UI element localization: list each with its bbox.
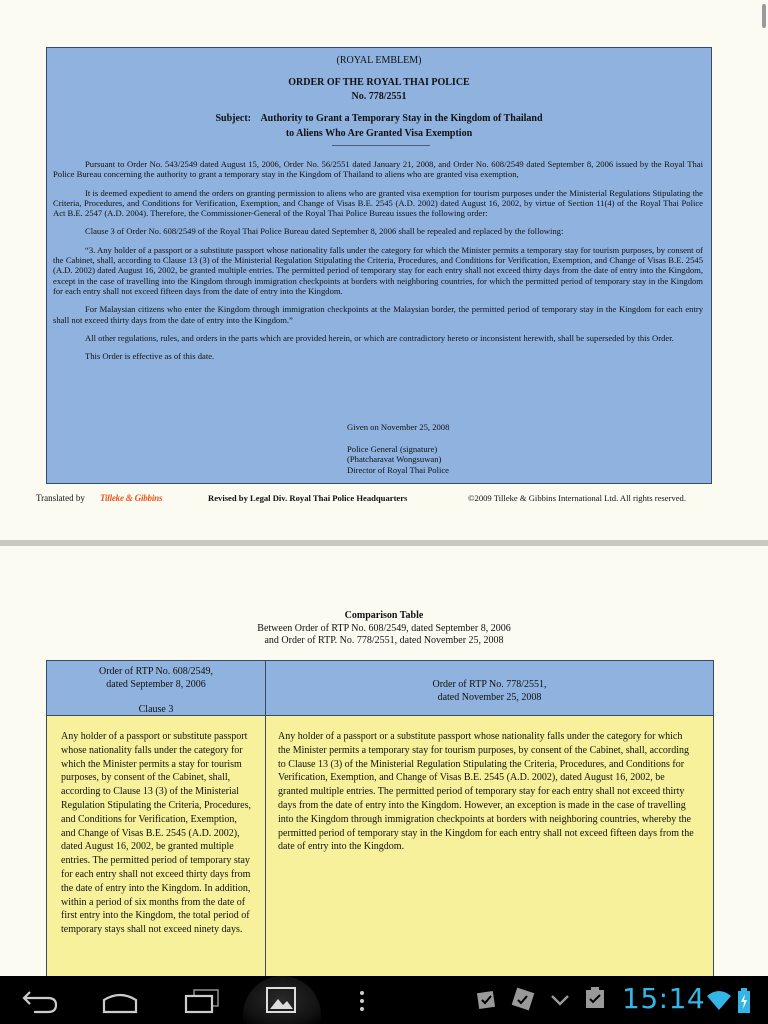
comparison-heading: [0, 610, 768, 648]
table-header-old-order: [47, 661, 266, 716]
royal-emblem-text: (ROYAL EMBLEM): [336, 55, 422, 66]
back-icon: [20, 986, 60, 1016]
document-page-2: [0, 546, 768, 976]
comparison-subtitle-2: and Order of RTP. No. 778/2551, dated November 25, 2008: [264, 635, 504, 646]
clipboard-check-icon: [582, 984, 608, 1014]
order-body: [53, 159, 703, 369]
table-cell-old-text: Any holder of a passport or substitute passport whose nationality falls under the category for which the Minister permits a stay for tourism purposes, by consent of the Cabinet, shall, according to Clause 13 (3) of the Ministerial Regulation Stipulating the Criteria, Procedures, and Conditions for Verification, Exemption, and Change of Visas B.E. 2545 (A.D. 2002), dated August 16, 2002, be granted multiple entries. The permitted period of temporary stay for each entry shall not exceed thirty days from the date of entry into the Kingdom. In addition, within a period of six months from the date of first entry into the Kingdom, the total period of temporary stays shall not exceed ninety days.: [47, 716, 266, 979]
check-badge-icon: [508, 986, 538, 1016]
subject-line2: to Aliens Who Are Granted Visa Exemption: [285, 128, 473, 139]
wifi-icon: [706, 988, 732, 1014]
page-footer: [36, 491, 736, 505]
paragraph: All other regulations, rules, and orders in the parts which are provided herein, or which are contradictory hereto or inconsistent herewith, shall be superseded by this Order.: [85, 332, 674, 343]
task-check-icon: [474, 986, 500, 1016]
system-navigation-bar: [0, 976, 768, 1024]
header-clause: Clause 3: [138, 704, 174, 715]
order-subject: [47, 111, 711, 141]
paragraph: For Malaysian citizens who enter the Kingdom through immigration checkpoints at the Malaysian border, the permitted period of temporary stay in the Kingdom for each entry shall not exceed thirty days from the date of entry into the Kingdom.”: [53, 304, 703, 325]
header-old-line2: dated September 8, 2006: [106, 678, 206, 690]
recent-apps-button[interactable]: [180, 976, 224, 1024]
header-old-line1: Order of RTP No. 608/2549,: [98, 666, 214, 677]
signer-rank: Police General (signature): [347, 443, 438, 454]
order-title: [47, 76, 711, 104]
signature-block: [347, 422, 449, 475]
menu-icon: [352, 988, 372, 1018]
battery-icon: [737, 988, 751, 1014]
given-on: Given on November 25, 2008: [347, 422, 450, 432]
status-clock: 15:14: [622, 982, 706, 1015]
home-icon: [98, 986, 142, 1016]
gallery-icon: [262, 986, 302, 1016]
scrollbar[interactable]: [762, 4, 766, 28]
signer-title: Director of Royal Thai Police: [347, 464, 449, 475]
overflow-menu-button[interactable]: [352, 976, 372, 1024]
home-button[interactable]: [98, 976, 142, 1024]
comparison-title: Comparison Table: [344, 610, 424, 621]
paragraph: “3. Any holder of a passport or a substitute passport whose nationality falls under the category for which the Minister permits a temporary stay for tourism purposes, by consent of the Cabinet, shall, according to Clause 13 (3) of the Ministerial Regulation Stipulating the Criteria, Procedures, and Conditions for Verification, Exemption, and Change of Visas B.E. 2545 (A.D. 2002) dated August 16, 2002, be granted multiple entries. The permitted period of temporary stay for each entry shall not exceed thirty days from the date of entry into the Kingdom, except in the case of travelling into the Kingdom through immigration checkpoints at borders with neighboring countries, for which the permitted period of temporary stay in the Kingdom for each entry shall not exceed fifteen days from the date of entry into the Kingdom.: [53, 244, 703, 296]
comparison-subtitle-1: Between Order of RTP No. 608/2549, dated September 8, 2006: [257, 622, 511, 634]
paragraph: Pursuant to Order No. 543/2549 dated August 15, 2006, Order No. 56/2551 dated January 21, 2008, and Order No. 608/2549 dated September 8, 2006 issued by the Royal Thai Police Bureau concerning the authority to grant a temporary stay in the Kingdom of Thailand to aliens who are granted visa exemption,: [53, 159, 703, 180]
paragraph: This Order is effective as of this date.: [85, 351, 215, 362]
table-cell-new-text: Any holder of a passport or a substitute passport whose nationality falls under the category for which the Minister permits a temporary stay for tourism purposes, by consent of the Cabinet, shall, according to Clause 13 (3) of the Ministerial Regulation Stipulating the Criteria, Procedures, and Conditions for Verification, Exemption, and Change of Visas B.E. 2545 (A.D. 2002), dated August 16, 2002, be granted multiple entries. The permitted period of temporary stay for each entry shall not exceed thirty days from the date of entry into the Kingdom. However, an exception is made in the case of travelling into the Kingdom through immigration checkpoints at borders with neighboring countries, whereby the permitted period of temporary stay in the Kingdom for each entry shall not exceed fifteen days from the date of entry into the Kingdom.: [266, 716, 713, 979]
header-new-line2: dated November 25, 2008: [437, 691, 542, 703]
chevron-down-icon: [548, 988, 572, 1018]
order-title-line1: ORDER OF THE ROYAL THAI POLICE: [288, 77, 470, 88]
copyright: ©2009 Tilleke & Gibbins International Ltd. All rights reserved.: [468, 493, 687, 503]
subject-line1: Subject: Authority to Grant a Temporary Stay in the Kingdom of Thailand: [215, 113, 543, 124]
translator-logo: Tilleke & Gibbins: [100, 493, 163, 503]
header-new-line1: Order of RTP No. 778/2551,: [432, 679, 547, 690]
back-button[interactable]: [18, 976, 62, 1024]
notification-icons[interactable]: [474, 976, 614, 1024]
revised-by: Revised by Legal Div. Royal Thai Police Headquarters: [208, 493, 408, 503]
recent-apps-icon: [180, 986, 224, 1016]
paragraph: Clause 3 of Order No. 608/2549 of the Royal Thai Police Bureau dated September 8, 2006 shall be repealed and replaced by the following:: [85, 226, 564, 237]
order-box: [46, 47, 712, 484]
paragraph: It is deemed expedient to amend the orders on granting permission to aliens who are granted visa exemption for tourism purposes under the Ministerial Regulations Stipulating the Criteria, Procedures, and Conditions for Verification, Exemption, and Change of Visas B.E. 2545 (A.D. 2002) dated August 16, 2002, by virtue of Section 11(4) of the Royal Thai Police Act B.E. 2547 (A.D. 2004). Therefore, the Commissioner-General of the Royal Thai Police Bureau issues the following order:: [53, 187, 703, 219]
gallery-button[interactable]: [262, 976, 302, 1024]
comparison-table: [46, 660, 714, 980]
table-header-new-order: [266, 661, 713, 716]
signer-name: (Phatcharavat Wongsuwan): [347, 454, 442, 464]
subject-divider: [332, 145, 430, 146]
translated-by-label: Translated by: [36, 493, 85, 503]
order-number: No. 778/2551: [351, 91, 407, 102]
